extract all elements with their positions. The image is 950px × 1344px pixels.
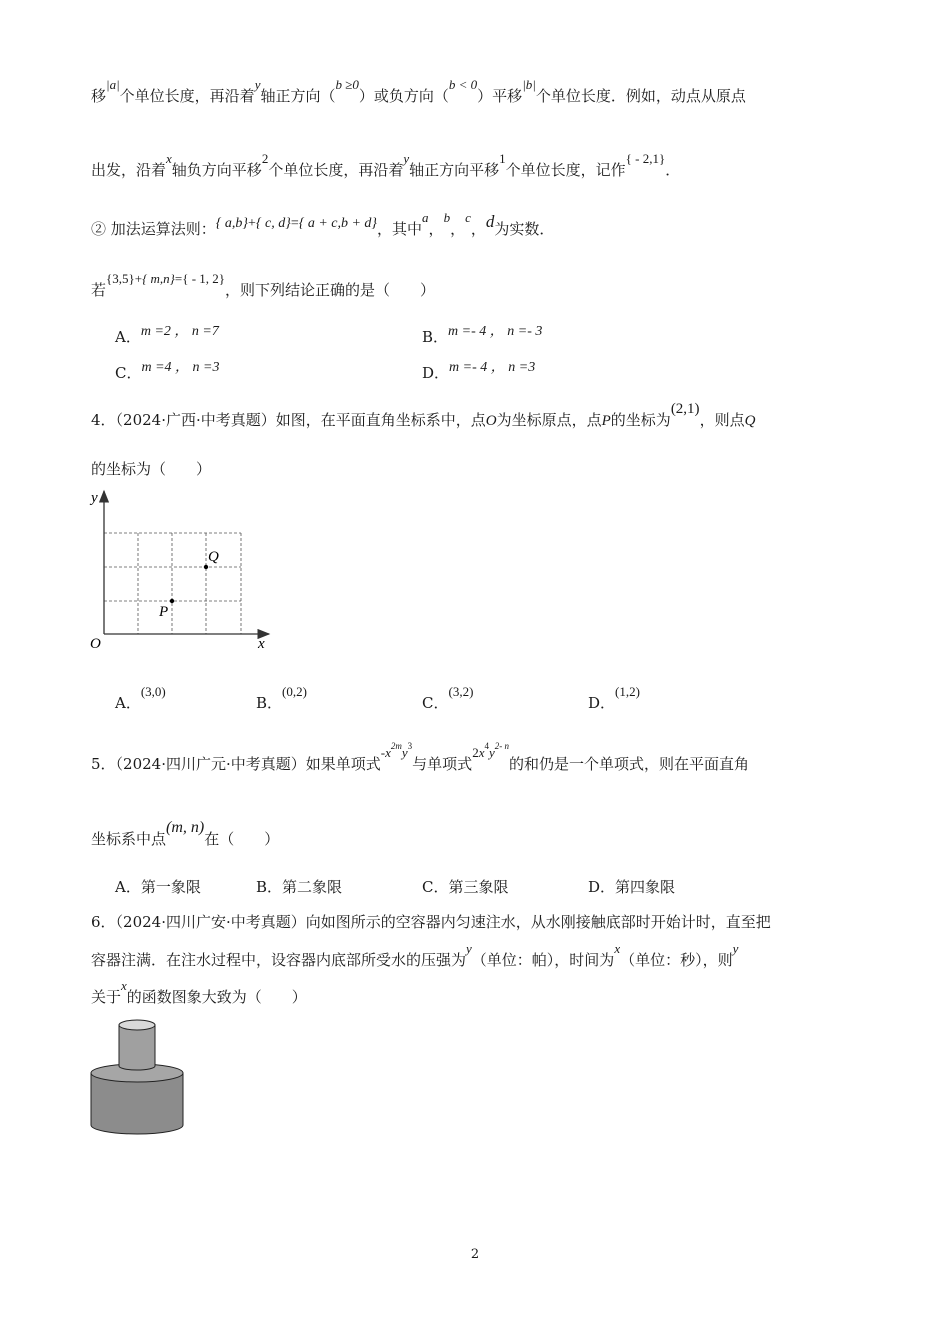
text: 坐标系中点 xyxy=(91,830,167,848)
math: O xyxy=(485,413,497,429)
text: ，其中 xyxy=(377,220,423,238)
math: Q xyxy=(744,413,756,429)
math: = xyxy=(174,271,183,286)
q6-line-2 xyxy=(91,941,739,971)
point-q xyxy=(204,565,208,569)
q4-line-1 xyxy=(91,401,756,431)
q4-option-d[interactable] xyxy=(588,684,640,714)
text: ② 加法运算法则： xyxy=(91,220,216,238)
label: C． xyxy=(422,694,449,712)
label: C． xyxy=(115,364,142,382)
math: x xyxy=(478,745,485,760)
math: 2- n xyxy=(494,741,509,751)
q5-option-a[interactable] xyxy=(115,877,201,897)
text: 的坐标为（ ） xyxy=(91,460,212,478)
q4-line-2 xyxy=(91,459,211,479)
text: 4．（2024·广西·中考真题）如图，在平面直角坐标系中，点 xyxy=(91,411,486,429)
grid-lines xyxy=(104,533,241,634)
math-b-lt-0: b < 0 xyxy=(448,77,478,92)
text: 个单位长度，记作 xyxy=(505,161,626,179)
math: 2 xyxy=(472,745,479,760)
math-p-coord: (2,1) xyxy=(670,401,700,417)
point-p-label: P xyxy=(159,604,169,620)
math: = xyxy=(290,216,299,231)
label: A．第一象限 xyxy=(115,878,201,896)
value: m =2 ， n =7 xyxy=(140,324,219,339)
rule-line xyxy=(91,210,555,241)
q6-line-3 xyxy=(91,978,307,1008)
math-x: x xyxy=(166,151,172,166)
text: 轴负方向平移 xyxy=(171,161,262,179)
label: D．第四象限 xyxy=(588,878,676,896)
text: 个单位长度，再沿着 xyxy=(119,87,255,105)
text: 若 xyxy=(91,281,107,299)
text: 的函数图象大致为（ ） xyxy=(126,988,307,1006)
text: ，则点 xyxy=(699,411,745,429)
text: 轴正方向平移 xyxy=(409,161,500,179)
label: C．第三象限 xyxy=(422,878,509,896)
small-cylinder-top xyxy=(119,1020,155,1030)
math-b-ge-0: b ≥0 xyxy=(335,77,359,92)
math: c xyxy=(465,210,471,225)
math-x: x xyxy=(121,978,127,993)
q3-option-c[interactable] xyxy=(115,360,220,385)
q5-option-c[interactable] xyxy=(422,877,508,897)
label: D． xyxy=(588,694,616,712)
q6-line-1 xyxy=(91,912,771,932)
q3-option-d[interactable] xyxy=(422,360,536,385)
math: P xyxy=(601,413,611,429)
math-abs-b: |b| xyxy=(522,77,536,92)
text: 为坐标原点，点 xyxy=(496,411,602,429)
math-2: 2 xyxy=(261,151,269,166)
math: 2m xyxy=(390,741,402,751)
value: (1,2) xyxy=(615,684,640,699)
value: (3,0) xyxy=(140,684,166,699)
text: （单位：帕），时间为 xyxy=(471,951,615,969)
text: ， xyxy=(470,220,486,238)
label: D． xyxy=(422,364,450,382)
q5-option-b[interactable] xyxy=(256,877,342,897)
math-y: y xyxy=(403,151,410,166)
value: (3,2) xyxy=(448,684,474,699)
math: { c, d} xyxy=(255,216,291,231)
math: {3,5} xyxy=(106,271,135,286)
text: 移 xyxy=(91,87,107,105)
text: ，则下列结论正确的是（ ） xyxy=(225,281,436,299)
q4-option-a[interactable] xyxy=(115,684,166,714)
math: y xyxy=(401,745,408,760)
text: 的坐标为 xyxy=(610,411,671,429)
text: 出发，沿着 xyxy=(91,161,167,179)
q6-container-figure xyxy=(88,1015,190,1140)
label: A． xyxy=(115,328,141,346)
text: （单位：秒），则 xyxy=(620,951,733,969)
q4-option-c[interactable] xyxy=(422,684,474,714)
text: ）平移 xyxy=(477,87,523,105)
text: ， xyxy=(450,220,466,238)
math: + xyxy=(134,271,143,286)
y-axis-label: y xyxy=(91,490,98,506)
q5-line-1 xyxy=(91,741,750,776)
label: B．第二象限 xyxy=(256,878,343,896)
text: ）或负方向（ xyxy=(358,87,449,105)
math: x xyxy=(385,745,391,760)
math-example-pair: { - 2,1} xyxy=(625,151,666,166)
math-abs-a: |a| xyxy=(106,77,120,92)
intro-line-1 xyxy=(91,77,746,107)
q3-option-a[interactable] xyxy=(115,324,219,349)
math-x: x xyxy=(614,941,621,956)
point-p xyxy=(170,599,174,603)
math-point: (m, n) xyxy=(166,819,205,836)
q3-option-b[interactable] xyxy=(422,324,543,349)
text: 关于 xyxy=(91,988,122,1006)
math: + xyxy=(247,216,256,231)
text: 个单位长度，再沿着 xyxy=(268,161,404,179)
text: 个单位长度．例如，动点从原点 xyxy=(535,87,746,105)
small-cylinder-body xyxy=(119,1025,155,1070)
math: { m,n} xyxy=(142,271,175,286)
math: - xyxy=(380,745,386,760)
math: a xyxy=(422,210,429,225)
intro-line-2 xyxy=(91,151,681,181)
text: 6．（2024·四川广安·中考真题）向如图所示的空容器内匀速注水，从水刚接触底部时开始计时，直至把 xyxy=(91,913,771,931)
text: ， xyxy=(428,220,444,238)
math-y: y xyxy=(732,941,739,956)
math-1: 1 xyxy=(499,151,506,166)
math: { a + c,b + d} xyxy=(298,216,378,231)
q5-option-d[interactable] xyxy=(588,877,675,897)
value: (0,2) xyxy=(282,684,307,699)
math: { a,b} xyxy=(215,216,248,231)
q4-coordinate-figure xyxy=(85,485,285,655)
q4-option-b[interactable] xyxy=(256,684,307,714)
math: b xyxy=(443,210,451,225)
label: A． xyxy=(115,694,141,712)
origin-label: O xyxy=(90,636,101,652)
page-number: 2 xyxy=(470,1247,480,1262)
q5-line-2 xyxy=(91,819,280,850)
math: y xyxy=(488,745,495,760)
math-y: y xyxy=(254,77,261,92)
text: 与单项式 xyxy=(412,755,473,773)
label: B． xyxy=(256,694,283,712)
condition-line xyxy=(91,271,436,301)
x-axis-label: x xyxy=(258,636,265,652)
text: 5．（2024·四川广元·中考真题）如果单项式 xyxy=(91,755,381,773)
math-y: y xyxy=(466,941,472,956)
value: m =- 4 ， n =3 xyxy=(449,360,536,375)
text: ． xyxy=(665,161,681,179)
text: 的和仍是一个单项式，则在平面直角 xyxy=(509,755,750,773)
value: m =- 4 ， n =- 3 xyxy=(448,324,543,339)
text: 在（ ） xyxy=(204,830,280,848)
label: B． xyxy=(422,328,449,346)
text: 轴正方向（ xyxy=(260,87,336,105)
value: m =4 ， n =3 xyxy=(141,360,220,375)
math: { - 1, 2} xyxy=(182,271,226,286)
text: 为实数． xyxy=(494,220,555,238)
math: 4 xyxy=(484,741,489,751)
math: d xyxy=(485,212,495,231)
point-q-label: Q xyxy=(208,549,219,565)
math: 3 xyxy=(407,741,413,751)
text: 容器注满．在注水过程中，设容器内底部所受水的压强为 xyxy=(91,951,467,969)
